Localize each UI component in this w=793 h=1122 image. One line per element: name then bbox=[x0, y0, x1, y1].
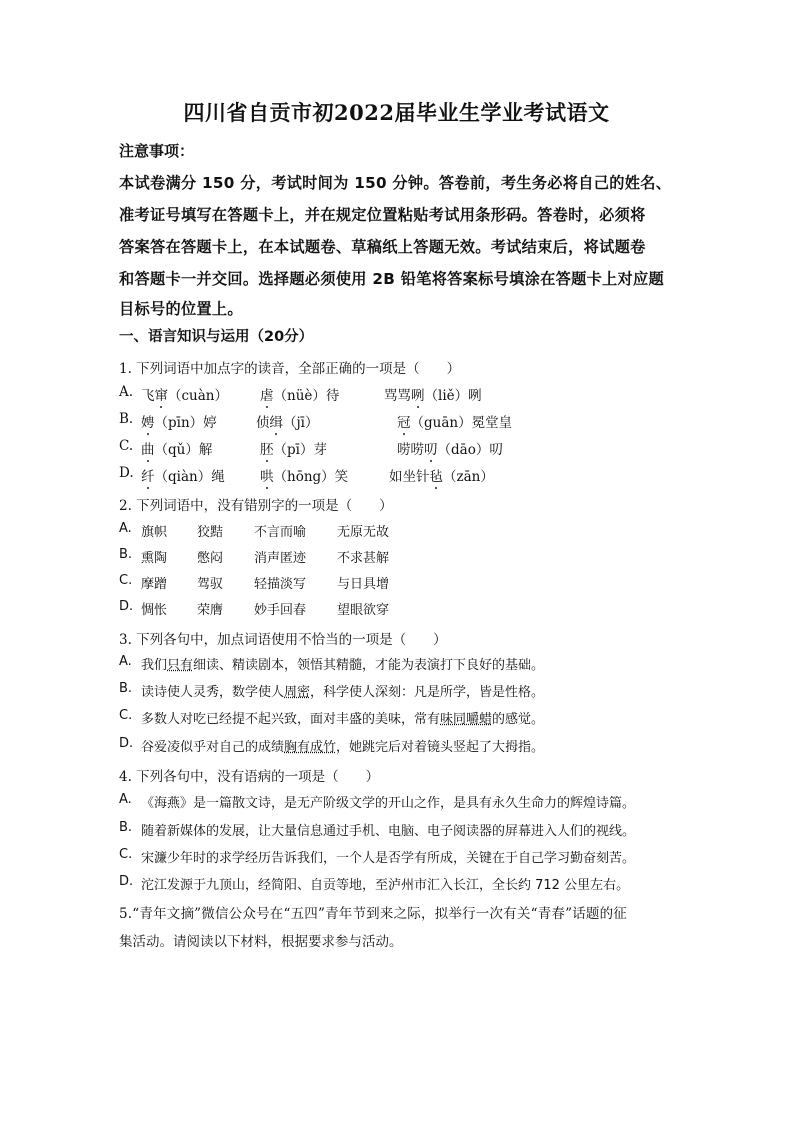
option-label: A. bbox=[119, 654, 132, 669]
word: 熏陶 bbox=[141, 551, 168, 566]
option-label: C. bbox=[119, 847, 133, 862]
option-item bbox=[260, 384, 339, 404]
option-label: A. bbox=[119, 521, 132, 536]
dotted-char: 虐 bbox=[260, 384, 274, 404]
option-label: D. bbox=[119, 874, 134, 889]
option-text: 随着新媒体的发展，让大量信息通过手机、电脑、电子阅读器的屏幕进入人们的视线。 bbox=[141, 824, 636, 839]
dotted-char: 冠 bbox=[397, 411, 411, 431]
option-item bbox=[141, 465, 225, 485]
option-text: 《海燕》是一篇散文诗，是无产阶级文学的开山之作，是具有永久生命力的辉煌诗篇。 bbox=[141, 796, 636, 811]
text: ，科学使人深刻：凡是所学，皆是性格。 bbox=[310, 685, 545, 700]
option-item bbox=[141, 411, 217, 431]
option-label: A. bbox=[119, 792, 132, 807]
option-item bbox=[141, 384, 228, 404]
text: （cuàn） bbox=[168, 388, 228, 404]
text: （hōng）笑 bbox=[273, 469, 349, 485]
dotted-phrase: 周密 bbox=[284, 685, 311, 700]
text: （pīn）婷 bbox=[154, 415, 217, 431]
word: 无原无故 bbox=[337, 525, 390, 540]
text: （guān）冕堂皇 bbox=[410, 415, 513, 431]
word: 狡黠 bbox=[197, 525, 224, 540]
word: 不求甚解 bbox=[337, 551, 390, 566]
notice-line: 答案答在答题卡上，在本试题卷、草稿纸上答题无效。考试结束后，将试题卷 bbox=[119, 238, 646, 256]
option-label: C. bbox=[119, 573, 133, 588]
notice-heading: 注意事项： bbox=[119, 142, 195, 160]
question-4-stem: 4. 下列各句中，没有语病的一项是（ ） bbox=[119, 769, 380, 785]
word: 驾驭 bbox=[197, 577, 224, 592]
text: 如坐针 bbox=[389, 469, 430, 485]
text: 骂骂 bbox=[384, 388, 411, 404]
question-2-stem: 2. 下列词语中，没有错别字的一项是（ ） bbox=[119, 498, 393, 514]
text: （dāo）叨 bbox=[437, 442, 503, 458]
page-title: 四川省自贡市初2022届毕业生学业考试语文 bbox=[183, 100, 610, 125]
notice-line: 本试卷满分 150 分，考试时间为 150 分钟。答卷前，考生务必将自己的姓名、 bbox=[119, 174, 672, 192]
dotted-char: 毡 bbox=[430, 465, 444, 485]
word: 惆怅 bbox=[141, 603, 168, 618]
option-label: D. bbox=[119, 599, 134, 614]
word: 妙手回春 bbox=[254, 603, 307, 618]
option-item bbox=[260, 465, 348, 485]
text: （pī）芽 bbox=[273, 442, 327, 458]
text: 唠唠 bbox=[397, 442, 424, 458]
option-item bbox=[256, 411, 319, 431]
option-label: C. bbox=[119, 708, 133, 723]
dotted-char: 咧 bbox=[411, 384, 425, 404]
option-text: 沱江发源于九顶山，经简阳、自贡等地，至泸州市汇入长江，全长约 712 公里左右。 bbox=[141, 878, 630, 893]
option-label: A. bbox=[119, 384, 134, 400]
notice-line: 和答题卡一并交回。选择题必须使用 2B 铅笔将答案标号填涂在答题卡上对应题 bbox=[119, 270, 665, 288]
notice-line: 准考证号填写在答题卡上，并在规定位置粘贴考试用条形码。答卷时，必须将 bbox=[119, 206, 646, 224]
text: （jī） bbox=[283, 415, 319, 431]
text: 多数人对吃已经提不起兴致，面对丰盛的美味，常有 bbox=[141, 712, 441, 727]
question-5-line: 5.“青年文摘”微信公众号在“五四”青年节到来之际，拟举行一次有关“青春”话题的征 bbox=[119, 906, 627, 922]
word: 憋闷 bbox=[197, 551, 224, 566]
text: （qǔ）解 bbox=[154, 442, 213, 458]
text: 我们 bbox=[141, 658, 168, 673]
word: 不言而喻 bbox=[254, 525, 307, 540]
text: （qiàn）绳 bbox=[154, 469, 225, 485]
word: 摩蹭 bbox=[141, 577, 168, 592]
dotted-char: 胚 bbox=[260, 438, 274, 458]
dotted-char: 纤 bbox=[141, 465, 155, 485]
option-item bbox=[260, 438, 327, 458]
text: （liě）咧 bbox=[424, 388, 482, 404]
option-label: B. bbox=[119, 681, 133, 696]
dotted-phrase: 只有 bbox=[167, 658, 194, 673]
option-item bbox=[141, 438, 212, 458]
question-3-stem: 3. 下列各句中，加点词语使用不恰当的一项是（ ） bbox=[119, 632, 447, 648]
word: 轻描淡写 bbox=[254, 577, 307, 592]
option-label: C. bbox=[119, 438, 134, 454]
text: （nüè）待 bbox=[273, 388, 340, 404]
dotted-char: 缉 bbox=[270, 411, 284, 431]
dotted-char: 哄 bbox=[260, 465, 274, 485]
dotted-char: 叨 bbox=[424, 438, 438, 458]
option-item bbox=[384, 384, 482, 404]
text: 读诗使人灵秀，数学使人 bbox=[141, 685, 285, 700]
question-5-line: 集活动。请阅读以下材料，根据要求参与活动。 bbox=[119, 934, 403, 950]
option-label: D. bbox=[119, 736, 134, 751]
option-label: B. bbox=[119, 547, 133, 562]
option-item bbox=[397, 411, 512, 431]
question-1-stem: 1. 下列词语中加点字的读音，全部正确的一项是（ ） bbox=[119, 361, 461, 377]
option-text: 宋濂少年时的求学经历告诉我们，一个人是否学有所成，关键在于自己学习勤奋刻苦。 bbox=[141, 851, 636, 866]
dotted-char: 娉 bbox=[141, 411, 155, 431]
dotted-phrase: 味同嚼蜡 bbox=[440, 712, 493, 727]
word: 荣膺 bbox=[197, 603, 224, 618]
dotted-char: 窜 bbox=[155, 384, 169, 404]
dotted-char: 曲 bbox=[141, 438, 155, 458]
option-label: B. bbox=[119, 411, 134, 427]
option-item bbox=[397, 438, 503, 458]
word: 与日具增 bbox=[337, 577, 390, 592]
text: ，她跳完后对着镜头竖起了大拇指。 bbox=[336, 740, 545, 755]
dotted-phrase: 胸有成竹 bbox=[284, 740, 337, 755]
text: 飞 bbox=[141, 388, 155, 404]
text: 谷爱凌似乎对自己的成绩 bbox=[141, 740, 285, 755]
word: 旗帜 bbox=[141, 525, 168, 540]
word: 望眼欲穿 bbox=[337, 603, 390, 618]
option-label: D. bbox=[119, 465, 134, 481]
notice-line: 目标号的位置上。 bbox=[119, 300, 243, 318]
text: 侦 bbox=[256, 415, 270, 431]
text: 细读、精读剧本，领悟其精髓，才能为表演打下良好的基础。 bbox=[193, 658, 545, 673]
text: （zān） bbox=[443, 469, 494, 485]
text: 的感觉。 bbox=[492, 712, 545, 727]
section-heading: 一、语言知识与运用（20分） bbox=[119, 329, 314, 345]
option-label: B. bbox=[119, 820, 133, 835]
option-item bbox=[389, 465, 494, 485]
word: 消声匿迹 bbox=[254, 551, 307, 566]
